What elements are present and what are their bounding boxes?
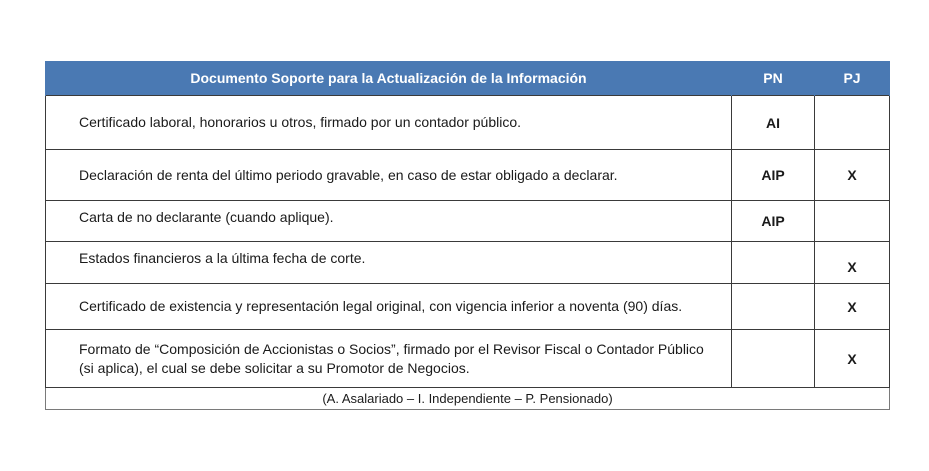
row-pn-mark: AIP: [732, 201, 815, 242]
row-pn-mark: [732, 330, 815, 388]
table-row: [46, 201, 890, 242]
table-row: [46, 242, 890, 284]
row-pj-mark: [815, 201, 890, 242]
row-description-cell: [46, 242, 732, 284]
table-row: [46, 330, 890, 388]
legend-text: (A. Asalariado – I. Independiente – P. Pensionado): [46, 388, 890, 410]
row-pj-mark: X: [815, 330, 890, 388]
row-pj-mark: X: [815, 284, 890, 330]
row-pn-mark: [732, 242, 815, 284]
legend-row: [46, 388, 890, 410]
row-description: Certificado laboral, honorarios u otros, firmado por un contador público.: [46, 96, 732, 150]
table-header-row: [46, 61, 890, 96]
row-pj-mark-cell: [815, 242, 890, 284]
table-row: [46, 96, 890, 150]
header-document: Documento Soporte para la Actualización de la Información: [46, 61, 732, 96]
row-pj-mark: X: [847, 258, 857, 275]
table-row: [46, 284, 890, 330]
header-pn: PN: [732, 61, 815, 96]
table-row: [46, 150, 890, 201]
row-description: Certificado de existencia y representación legal original, con vigencia inferior a noventa (90) días.: [46, 284, 732, 330]
row-pn-mark: AI: [732, 96, 815, 150]
row-description: Declaración de renta del último periodo gravable, en caso de estar obligado a declarar.: [46, 150, 732, 201]
row-pn-mark: AIP: [732, 150, 815, 201]
row-pj-mark: [815, 96, 890, 150]
document-requirements-table: [45, 61, 890, 410]
row-description-cell: [46, 201, 732, 242]
row-description: Carta de no declarante (cuando aplique).: [79, 208, 334, 225]
row-pn-mark: [732, 284, 815, 330]
row-description: Estados financieros a la última fecha de corte.: [79, 250, 366, 266]
header-pj: PJ: [815, 61, 890, 96]
row-description: Formato de “Composición de Accionistas o Socios”, firmado por el Revisor Fiscal o Contador Público (si aplica), el cual se debe solicitar a su Promotor de Negocios.: [46, 330, 732, 388]
row-pj-mark: X: [815, 150, 890, 201]
